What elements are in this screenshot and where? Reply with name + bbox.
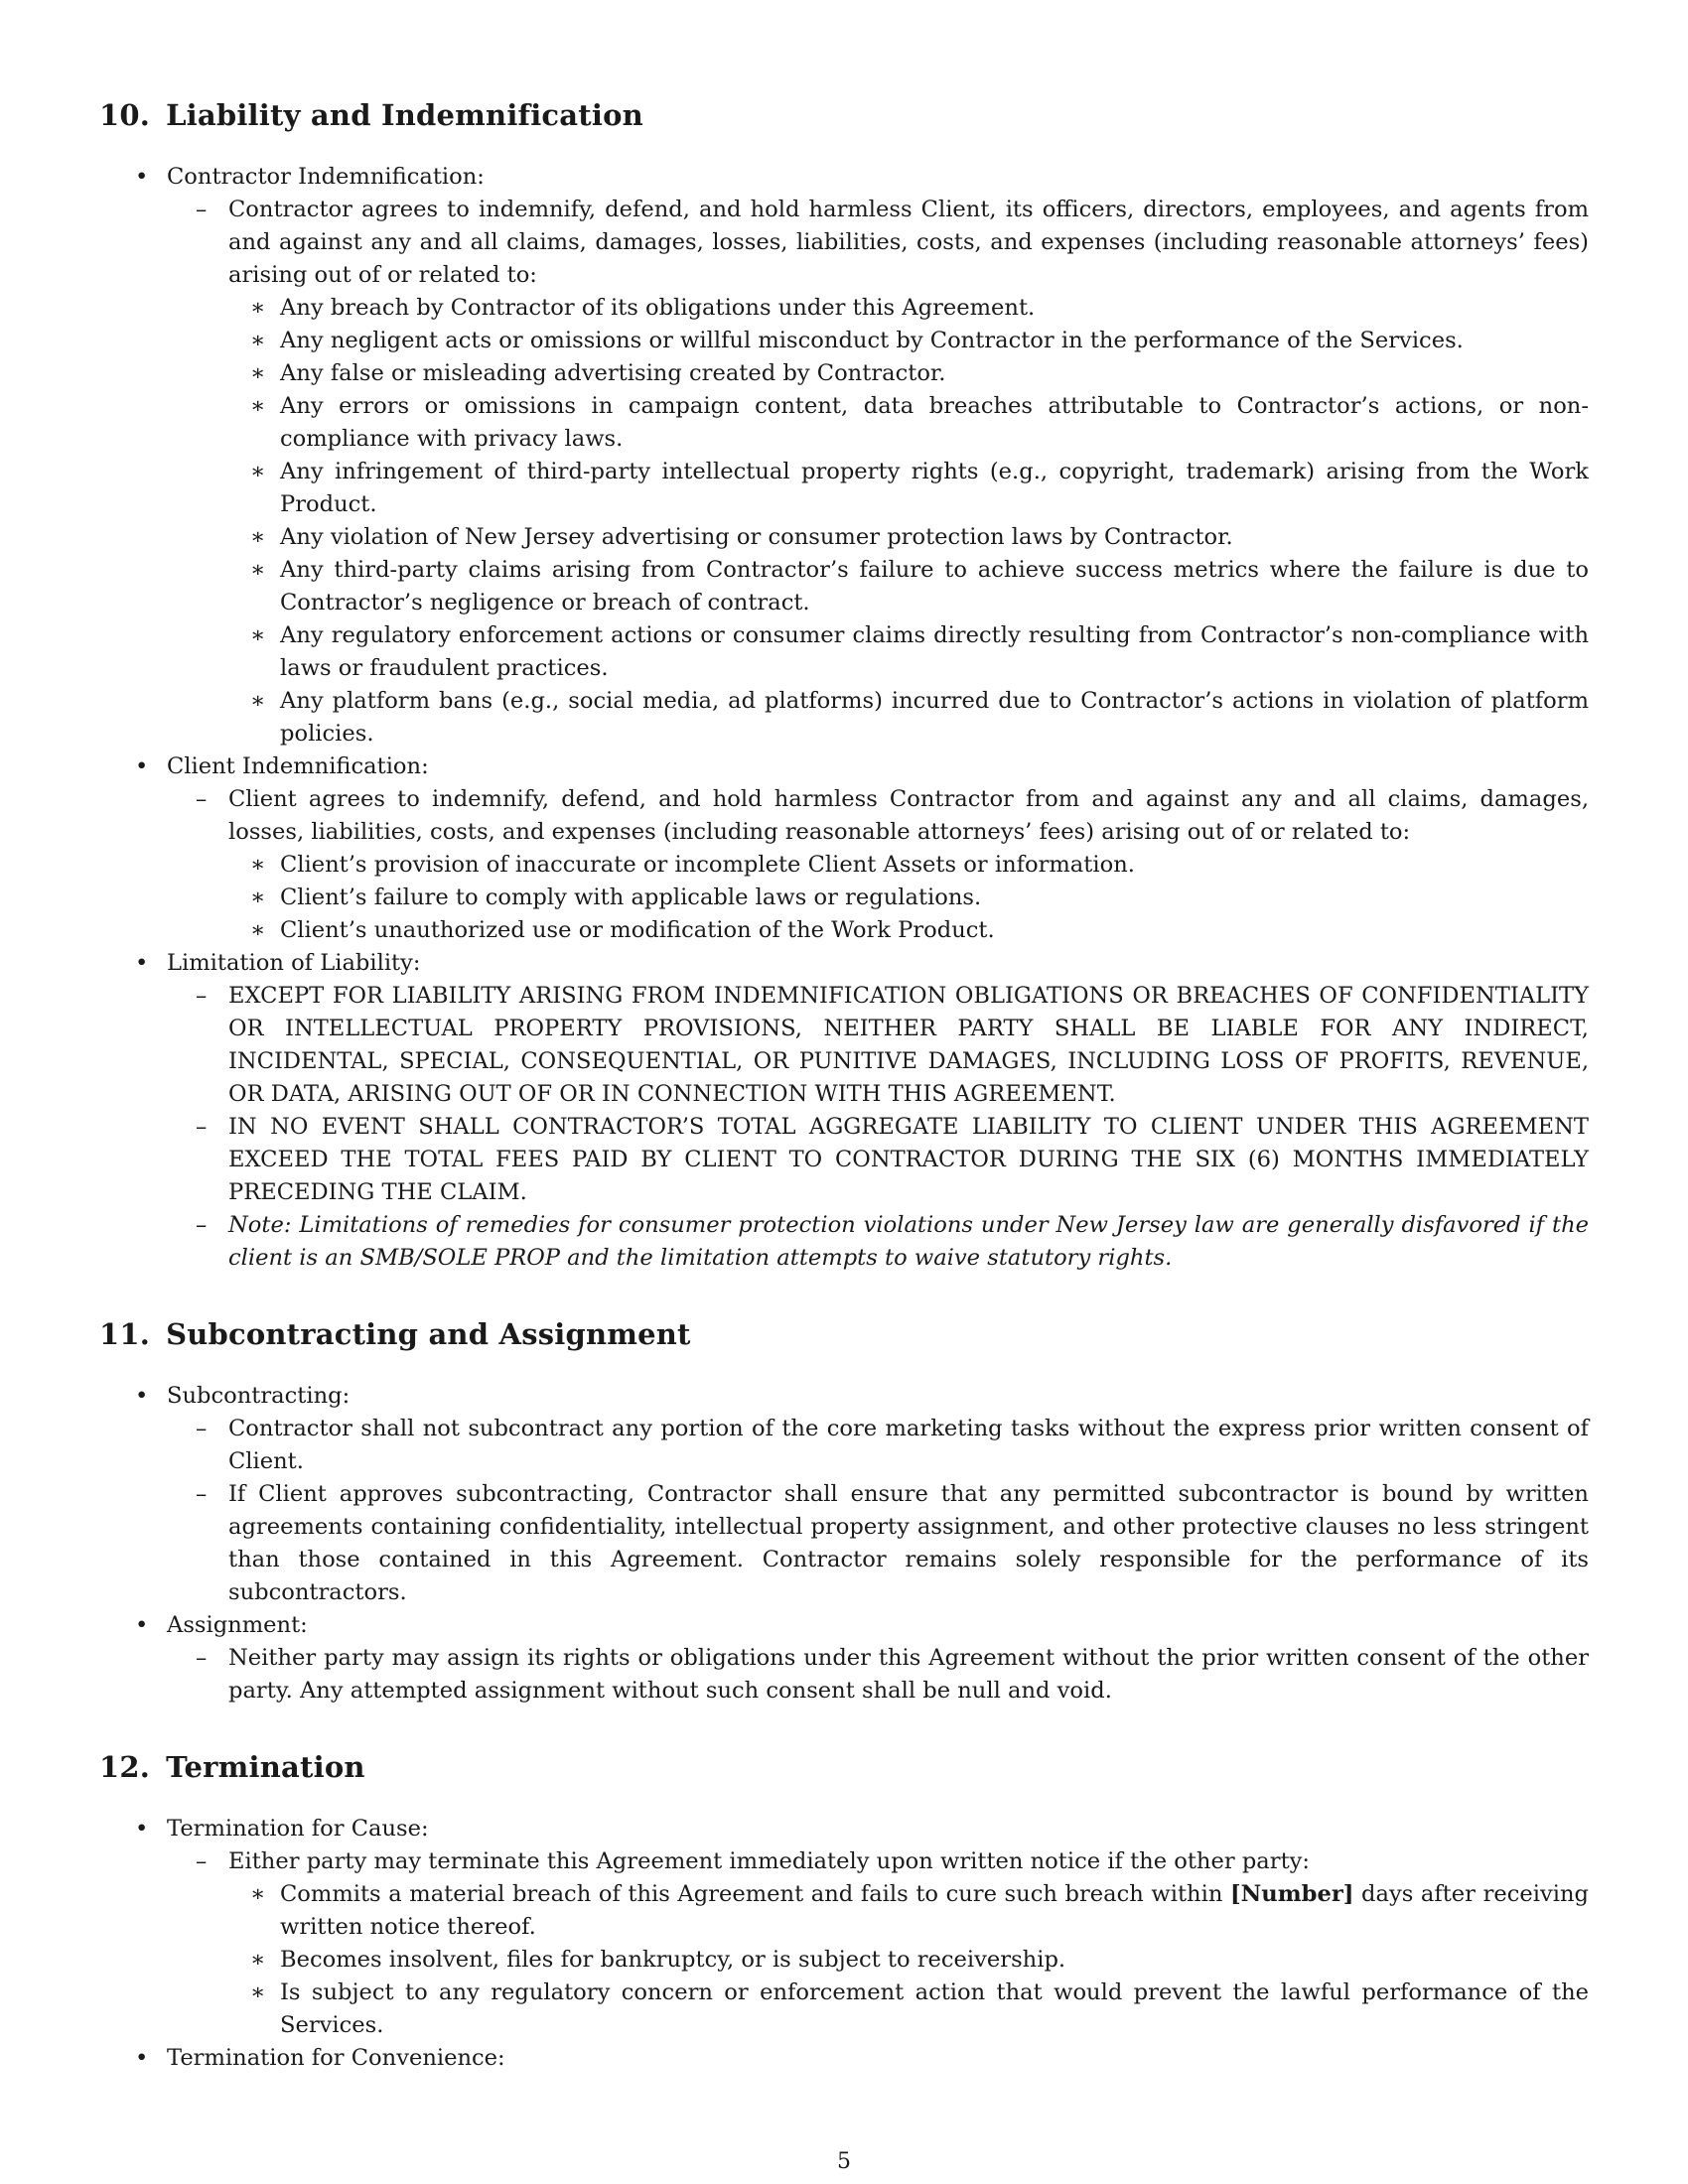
section-title: Subcontracting and Assignment — [166, 1317, 691, 1351]
placeholder-number: [Number] — [1229, 1881, 1354, 1907]
section-number: 10. — [99, 98, 151, 132]
section-number: 12. — [99, 1750, 151, 1784]
item-text: days after receiving written notice thereof. — [280, 1881, 1589, 1940]
bullet-list — [99, 1380, 1589, 1707]
dash-list — [228, 980, 1589, 1275]
list-item — [280, 1878, 1589, 1944]
star-list — [280, 849, 1589, 947]
item-text: Commits a material breach of this Agreement and fails to cure such breach within — [280, 1881, 1230, 1907]
list-item — [99, 1813, 1589, 2042]
section-heading — [99, 91, 1589, 139]
bullet-list — [99, 161, 1589, 1275]
item-label: Contractor Indemnification: — [167, 164, 485, 190]
star-list — [280, 1878, 1589, 2042]
page-number: 5 — [837, 2149, 851, 2174]
list-item: ∗ Client’s unauthorized use or modification of the Work Product. — [280, 914, 1589, 947]
item-label: Termination for Cause: — [167, 1816, 429, 1842]
item-label: Termination for Convenience: — [167, 2045, 505, 2071]
dash-list — [228, 194, 1589, 751]
section-subcontracting — [99, 1310, 1589, 1707]
list-item: ∗ Becomes insolvent, files for bankruptcy, or is subject to receivership. — [280, 1944, 1589, 1977]
list-item — [99, 947, 1589, 1275]
list-item — [167, 194, 1589, 751]
list-item: ∗ Any breach by Contractor of its obligations under this Agreement. — [280, 292, 1589, 325]
list-item — [167, 1845, 1589, 2042]
section-heading — [99, 1310, 1589, 1358]
section-heading — [99, 1743, 1589, 1791]
page-content — [99, 91, 1589, 2111]
list-item: ∗ Any infringement of third-party intellectual property rights (e.g., copyright, trademark) arising from the Work Product. — [280, 456, 1589, 521]
list-item: ∗ Client’s failure to comply with applicable laws or regulations. — [280, 882, 1589, 914]
item-label: Limitation of Liability: — [167, 950, 421, 976]
list-item: ∗ Is subject to any regulatory concern or enforcement action that would prevent the lawful performance of the Services. — [280, 1977, 1589, 2042]
section-title: Liability and Indemnification — [166, 98, 643, 132]
list-item: ∗ Any negligent acts or omissions or willful misconduct by Contractor in the performance of the Services. — [280, 325, 1589, 357]
list-item: ∗ Any third-party claims arising from Contractor’s failure to achieve success metrics where the failure is due to Contractor’s negligence or breach of contract. — [280, 554, 1589, 619]
item-text: Either party may terminate this Agreement immediately upon written notice if the other party: — [228, 1848, 1311, 1874]
list-item — [167, 783, 1589, 947]
section-number: 11. — [99, 1317, 151, 1351]
section-liability — [99, 91, 1589, 1275]
dash-list — [228, 1413, 1589, 1609]
list-item — [99, 2042, 1589, 2075]
item-label: Assignment: — [167, 1612, 308, 1638]
list-item: – If Client approves subcontracting, Contractor shall ensure that any permitted subcontractor is bound by written agreements containing confidentiality, intellectual property assignment, and other protective clauses no less stringent than those contained in this Agreement. Contractor remains solely responsible for the performance of its subcontractors. — [167, 1478, 1589, 1609]
section-termination — [99, 1743, 1589, 2075]
star-list — [280, 292, 1589, 751]
bullet-list — [99, 1813, 1589, 2075]
list-item: ∗ Any errors or omissions in campaign content, data breaches attributable to Contractor’s actions, or non-compliance with privacy laws. — [280, 390, 1589, 456]
list-item — [99, 751, 1589, 947]
list-item: ∗ Any regulatory enforcement actions or consumer claims directly resulting from Contractor’s non-compliance with laws or fraudulent practices. — [280, 619, 1589, 685]
list-item: ∗ Any platform bans (e.g., social media, ad platforms) incurred due to Contractor’s actions in violation of platform policies. — [280, 685, 1589, 751]
list-item — [99, 1380, 1589, 1609]
list-item — [99, 161, 1589, 751]
list-item: ∗ Any false or misleading advertising created by Contractor. — [280, 357, 1589, 390]
list-item: – Contractor shall not subcontract any portion of the core marketing tasks without the express prior written consent of Client. — [167, 1413, 1589, 1478]
item-text: Client agrees to indemnify, defend, and hold harmless Contractor from and against any and all claims, damages, losses, liabilities, costs, and expenses (including reasonable attorneys’ fees) arising out of or related to: — [228, 786, 1589, 845]
dash-list — [228, 783, 1589, 947]
list-item: ∗ Any violation of New Jersey advertising or consumer protection laws by Contractor. — [280, 521, 1589, 554]
list-item: – EXCEPT FOR LIABILITY ARISING FROM INDEMNIFICATION OBLIGATIONS OR BREACHES OF CONFIDENTIALITY OR INTELLECTUAL PROPERTY PROVISIONS, NEITHER PARTY SHALL BE LIABLE FOR ANY INDIRECT, INCIDENTAL, SPECIAL, CONSEQUENTIAL, OR PUNITIVE DAMAGES, INCLUDING LOSS OF PROFITS, REVENUE, OR DATA, ARISING OUT OF OR IN CONNECTION WITH THIS AGREEMENT. — [167, 980, 1589, 1111]
item-label: Subcontracting: — [167, 1383, 351, 1409]
item-text: Contractor agrees to indemnify, defend, and hold harmless Client, its officers, directors, employees, and agents from and against any and all claims, damages, losses, liabilities, costs, and expenses (including reasonable attorneys’ fees) arising out of or related to: — [228, 197, 1589, 288]
dash-list — [228, 1845, 1589, 2042]
list-item — [99, 1609, 1589, 1707]
note-item: – Note: Limitations of remedies for consumer protection violations under New Jersey law are generally disfavored if the client is an SMB/SOLE PROP and the limitation attempts to waive statutory rights. — [167, 1209, 1589, 1275]
dash-list — [228, 1642, 1589, 1707]
section-title: Termination — [166, 1750, 365, 1784]
list-item: – IN NO EVENT SHALL CONTRACTOR’S TOTAL AGGREGATE LIABILITY TO CLIENT UNDER THIS AGREEMENT EXCEED THE TOTAL FEES PAID BY CLIENT TO CONTRACTOR DURING THE SIX (6) MONTHS IMMEDIATELY PRECEDING THE CLAIM. — [167, 1111, 1589, 1209]
list-item: ∗ Client’s provision of inaccurate or incomplete Client Assets or information. — [280, 849, 1589, 882]
list-item: – Neither party may assign its rights or obligations under this Agreement without the prior written consent of the other party. Any attempted assignment without such consent shall be null and void. — [167, 1642, 1589, 1707]
item-label: Client Indemnification: — [167, 753, 429, 779]
